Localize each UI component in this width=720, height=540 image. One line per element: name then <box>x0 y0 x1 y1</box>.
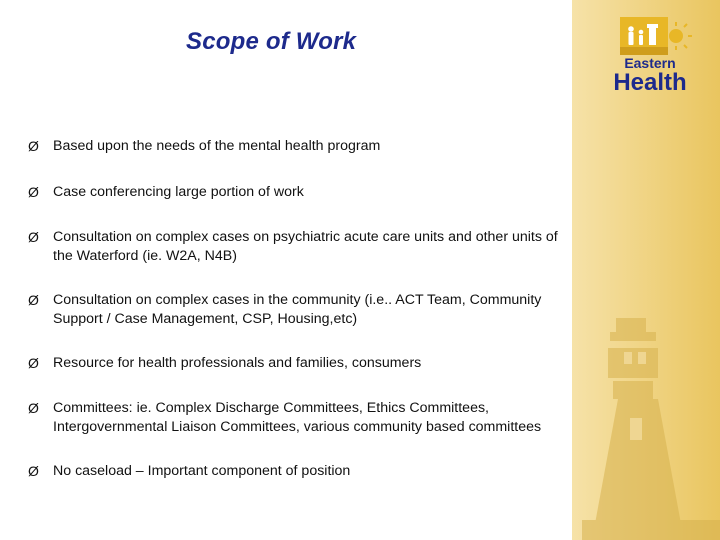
bullet-arrow-icon: Ø <box>28 463 39 479</box>
lighthouse-watermark-icon <box>572 300 720 540</box>
bullet-text: Consultation on complex cases on psychiatric acute care units and other units of the Waterford (ie. W2A, N4B) <box>53 229 558 264</box>
logo-text <box>604 56 696 95</box>
bullet-item <box>28 228 568 266</box>
bullet-item <box>28 183 568 202</box>
bullet-item <box>28 399 568 437</box>
bullet-arrow-icon: Ø <box>28 184 39 200</box>
bullet-arrow-icon: Ø <box>28 138 39 154</box>
bullet-item <box>28 354 568 373</box>
bullet-arrow-icon: Ø <box>28 229 39 245</box>
logo-health-text: Health <box>613 69 687 96</box>
bullet-text: Based upon the needs of the mental health program <box>53 138 381 154</box>
bullet-arrow-icon: Ø <box>28 355 39 371</box>
bullet-text: Case conferencing large portion of work <box>53 184 304 200</box>
bullet-text: No caseload – Important component of position <box>53 463 351 479</box>
bullet-item <box>28 137 568 156</box>
bullet-item <box>28 291 568 329</box>
bullet-text: Committees: ie. Complex Discharge Committees, Ethics Committees, Intergovernmental Liaison Committees, various community based committees <box>53 400 542 435</box>
bullet-arrow-icon: Ø <box>28 400 39 416</box>
slide-title: Scope of Work <box>186 28 357 55</box>
bullet-text: Consultation on complex cases in the community (i.e.. ACT Team, Community Support / Case Management, CSP, Housing,etc) <box>53 292 542 327</box>
bullet-item <box>28 462 568 481</box>
logo-eastern-text: Eastern <box>624 55 676 71</box>
bullet-text: Resource for health professionals and families, consumers <box>53 355 422 371</box>
bullet-arrow-icon: Ø <box>28 292 39 308</box>
bullet-list <box>28 137 568 481</box>
